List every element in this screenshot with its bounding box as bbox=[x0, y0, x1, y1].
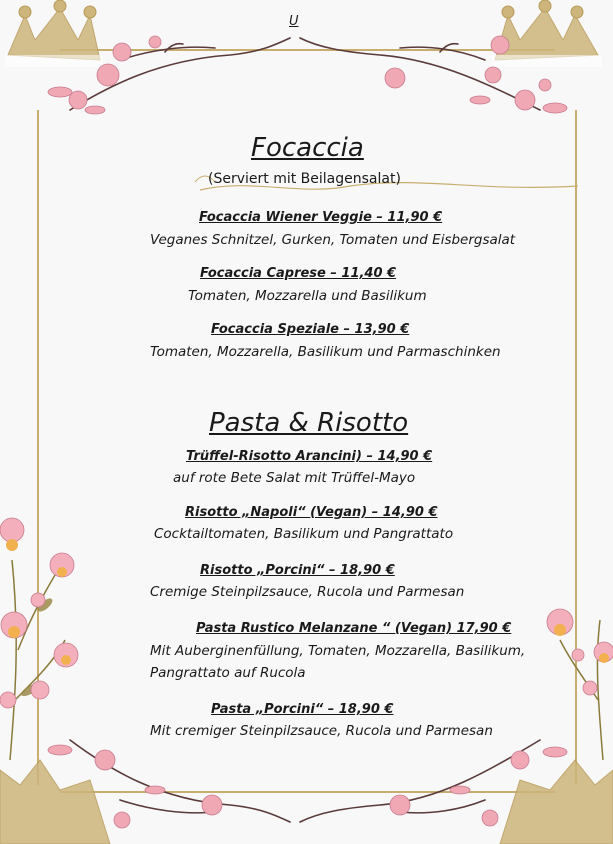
section-title-pasta-risotto: Pasta & Risotto bbox=[209, 408, 409, 438]
top-marker: U bbox=[289, 14, 299, 29]
section-subtitle: (Serviert mit Beilagensalat) bbox=[208, 171, 401, 187]
menu-item-title: Risotto „Napoli“ (Vegan) – 14,90 € bbox=[185, 505, 438, 520]
menu-item-title: Focaccia Speziale – 13,90 € bbox=[211, 322, 410, 337]
menu-item-title: Pasta „Porcini“ – 18,90 € bbox=[211, 702, 394, 717]
menu-item-title: Focaccia Wiener Veggie – 11,90 € bbox=[199, 210, 443, 225]
menu-item-description: Tomaten, Mozzarella und Basilikum bbox=[188, 288, 427, 304]
menu-item-title: Focaccia Caprese – 11,40 € bbox=[200, 266, 397, 281]
menu-item-description: Tomaten, Mozzarella, Basilikum und Parmaschinken bbox=[150, 344, 501, 360]
section-title-focaccia: Focaccia bbox=[251, 133, 364, 163]
menu-item-description: Cremige Steinpilzsauce, Rucola und Parmesan bbox=[150, 584, 465, 600]
menu-item-description: Pangrattato auf Rucola bbox=[150, 665, 306, 681]
menu-item-title: Trüffel-Risotto Arancini) – 14,90 € bbox=[186, 449, 433, 464]
menu-item-description: Cocktailtomaten, Basilikum und Pangrattato bbox=[154, 526, 454, 542]
menu-item-title: Risotto „Porcini“ – 18,90 € bbox=[200, 563, 395, 578]
menu-item-description: auf rote Bete Salat mit Trüffel-Mayo bbox=[173, 470, 416, 486]
menu-item-title: Pasta Rustico Melanzane “ (Vegan) 17,90 € bbox=[196, 621, 512, 636]
menu-item-description: Mit Auberginenfüllung, Tomaten, Mozzarella, Basilikum, bbox=[150, 643, 526, 659]
menu-item-description: Veganes Schnitzel, Gurken, Tomaten und Eisbergsalat bbox=[150, 232, 516, 248]
menu-item-description: Mit cremiger Steinpilzsauce, Rucola und Parmesan bbox=[150, 723, 493, 739]
